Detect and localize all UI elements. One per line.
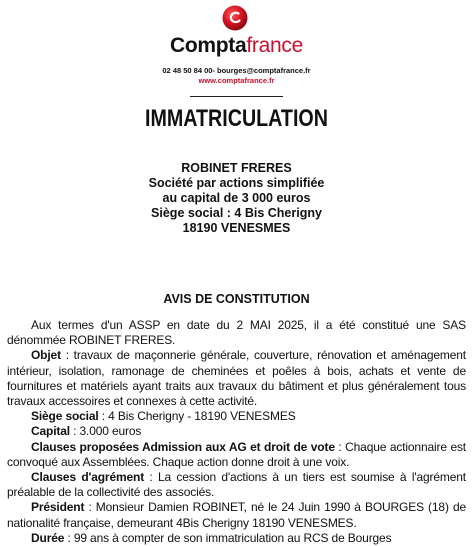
brand-name — [0, 34, 473, 58]
capital-label: Capital — [31, 424, 70, 439]
divider — [190, 96, 283, 97]
notice-heading: AVIS DE CONSTITUTION — [163, 292, 310, 306]
company-name: ROBINET FRERES — [181, 161, 292, 175]
contact-line: 02 48 50 84 00- bourges@comptafrance.fr — [162, 66, 311, 75]
notice-body — [7, 318, 466, 546]
notice-capital — [7, 424, 466, 439]
notice-agrement — [7, 470, 466, 500]
company-form: Société par actions simplifiée — [148, 176, 325, 190]
agrement-text: : La cession d'actions à un tiers est soumise à l'agrément préalable de la collectivité des associés. — [7, 470, 466, 500]
president-label: Président — [31, 500, 85, 515]
object-label: Objet — [31, 348, 61, 363]
page-title: IMMATRICULATION — [145, 105, 328, 132]
brand-part-compta: Compta — [170, 34, 247, 57]
clauses-text: : Chaque actionnaire est convoqué aux Assemblées. Chaque action donne droit à une voix. — [7, 439, 466, 469]
notice-duree — [7, 531, 466, 546]
president-text: : Monsieur Damien ROBINET, né le 24 Juin 1990 à BOURGES (18) de nationalité française, demeurant 4Bis Cherigny 18190 VENESMES. — [7, 500, 466, 530]
red-sphere-logo-icon — [222, 5, 248, 31]
notice-object — [7, 348, 466, 409]
duree-label: Durée — [31, 530, 65, 545]
duree-text: : 99 ans à compter de son immatriculation au RCS de Bourges — [64, 530, 392, 545]
company-city: 18190 VENESMES — [182, 221, 291, 235]
company-block — [0, 161, 473, 236]
clauses-label: Clauses proposées Admission aux AG et droit de vote — [31, 439, 335, 454]
notice-president — [7, 500, 466, 530]
seat-text: : 4 Bis Cherigny - 18190 VENESMES — [98, 409, 296, 424]
seat-label: Siège social — [31, 409, 99, 424]
object-text: : travaux de maçonnerie générale, couverture, rénovation et aménagement intérieur, isolation, ramonage de cheminées et poêles à bois, achats et vente de fournitures et matériels ayant traits aux travaux du bâtiment et plus généralement tous travaux accessoires et connexes à cette activité. — [7, 348, 466, 409]
capital-text: : 3.000 euros — [69, 424, 142, 439]
notice-seat — [7, 409, 466, 424]
company-capital: au capital de 3 000 euros — [162, 191, 311, 205]
notice-intro: Aux termes d'un ASSP en date du 2 MAI 2025, il a été constitué une SAS dénommée ROBINET FRERES. — [7, 318, 466, 348]
company-seat: Siège social : 4 Bis Cherigny — [151, 206, 322, 220]
notice-clauses — [7, 440, 466, 470]
website-link[interactable]: www.comptafrance.fr — [198, 76, 275, 85]
agrement-label: Clauses d'agrément — [31, 470, 145, 485]
brand-part-france: france — [246, 34, 303, 57]
